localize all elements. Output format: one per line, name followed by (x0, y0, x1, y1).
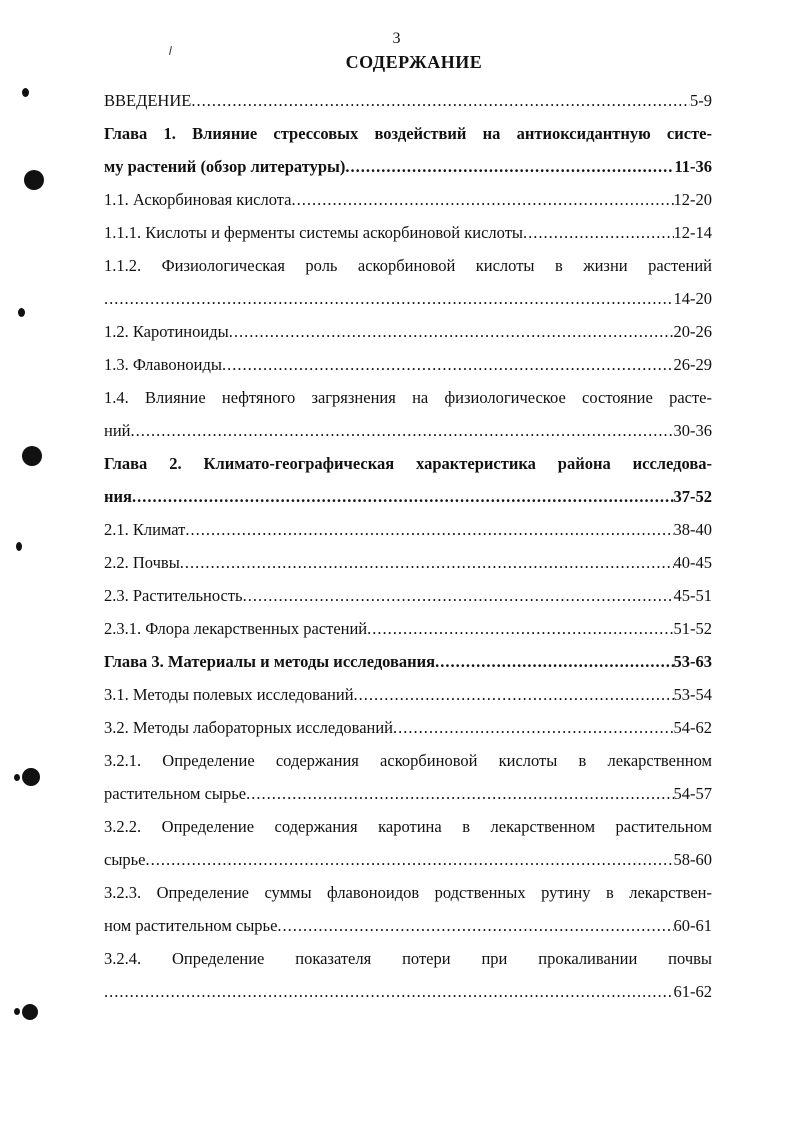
dot-leader (180, 546, 674, 579)
toc-page-range: 11-36 (674, 157, 712, 176)
toc-page-range: 26-29 (673, 355, 712, 374)
toc-entry-text: сырье (104, 850, 146, 869)
toc-line (104, 513, 712, 546)
toc-entry-text: му растений (обзор литературы) (104, 157, 346, 176)
toc-entry-text: 2.1. Климат (104, 520, 186, 539)
toc-entry-text: 1.3. Флавоноиды (104, 355, 222, 374)
toc-line: 1.1.2. Физиологическая роль аскорбиновой кислоты в жизни растений (104, 256, 712, 275)
binder-hole (24, 170, 44, 190)
binder-hole (22, 446, 42, 466)
scan-speck (14, 1008, 20, 1015)
dot-leader (146, 843, 674, 876)
toc-line (104, 975, 712, 1008)
toc-entry-text: растительном сырье (104, 784, 247, 803)
toc-entry-text: ний (104, 421, 131, 440)
toc-line (104, 546, 712, 579)
toc-entry-text: 3.1. Методы полевых исследований (104, 685, 354, 704)
dot-leader (393, 711, 673, 744)
scan-speck (22, 88, 29, 97)
toc-entry-text: ном растительном сырье (104, 916, 278, 935)
table-of-contents (104, 84, 712, 1008)
toc-page-range: 37-52 (673, 487, 712, 506)
toc-page-range: 53-54 (673, 685, 712, 704)
toc-line: 3.2.1. Определение содержания аскорбиновой кислоты в лекарственном (104, 751, 712, 770)
toc-line (104, 843, 712, 876)
scan-speck (18, 308, 25, 317)
scan-speck (14, 774, 20, 781)
toc-page-range: 20-26 (673, 322, 712, 341)
toc-page-range: 53-63 (673, 652, 712, 671)
dot-leader (291, 183, 673, 216)
toc-page-range: 12-20 (673, 190, 712, 209)
dot-leader (222, 348, 674, 381)
toc-line (104, 84, 712, 117)
toc-entry-text: 2.3. Растительность (104, 586, 243, 605)
toc-line: Глава 2. Климато-географическая характеристика района исследова- (104, 454, 712, 473)
toc-line (104, 414, 712, 447)
dot-leader (367, 612, 673, 645)
toc-line (104, 777, 712, 810)
toc-page-range: 54-57 (673, 784, 712, 803)
dot-leader (354, 678, 674, 711)
toc-page-range: 40-45 (673, 553, 712, 572)
toc-line (104, 678, 712, 711)
dot-leader (246, 777, 673, 810)
toc-line (104, 150, 712, 183)
toc-line (104, 612, 712, 645)
toc-line: 3.2.4. Определение показателя потери при прокаливании почвы (104, 949, 712, 968)
toc-entry-text: 3.2. Методы лабораторных исследований (104, 718, 394, 737)
toc-line (104, 348, 712, 381)
toc-entry-text: ния (104, 487, 132, 506)
dot-leader (104, 282, 674, 315)
toc-page-range: 38-40 (673, 520, 712, 539)
dot-leader (345, 150, 674, 183)
toc-page-range: 30-36 (673, 421, 712, 440)
dot-leader (435, 645, 673, 678)
toc-line (104, 909, 712, 942)
toc-entry-text: 2.3.1. Флора лекарственных растений (104, 619, 368, 638)
toc-entry-text: 1.2. Каротиноиды (104, 322, 229, 341)
toc-page-range: 51-52 (673, 619, 712, 638)
toc-line: Глава 1. Влияние стрессовых воздействий на антиоксидантную систе- (104, 124, 712, 143)
dot-leader (104, 975, 674, 1008)
binder-hole (22, 1004, 38, 1020)
toc-line: 3.2.2. Определение содержания каротина в лекарственном растительном (104, 817, 712, 836)
toc-line (104, 183, 712, 216)
dot-leader (277, 909, 673, 942)
toc-line (104, 645, 712, 678)
toc-entry-text: 1.1.1. Кислоты и ферменты системы аскорбиновой кислоты (104, 223, 523, 242)
toc-entry-text: ВВЕДЕНИЕ (104, 91, 192, 110)
dot-leader (132, 480, 674, 513)
dot-leader (243, 579, 674, 612)
toc-entry-text: Глава 3. Материалы и методы исследования (104, 652, 436, 671)
toc-line (104, 480, 712, 513)
scan-speck (16, 542, 22, 551)
toc-page-range: 58-60 (673, 850, 712, 869)
toc-entry-text: 2.2. Почвы (104, 553, 180, 572)
toc-line (104, 282, 712, 315)
dot-leader (131, 414, 674, 447)
binder-hole (22, 768, 40, 786)
toc-line (104, 216, 712, 249)
toc-page-range: 45-51 (673, 586, 712, 605)
toc-page-range: 60-61 (673, 916, 712, 935)
toc-page-range: 5-9 (690, 91, 712, 110)
dot-leader (229, 315, 674, 348)
toc-line: 1.4. Влияние нефтяного загрязнения на физиологическое состояние расте- (104, 388, 712, 407)
dot-leader (191, 84, 690, 117)
toc-page-range: 54-62 (673, 718, 712, 737)
page-title: СОДЕРЖАНИЕ (345, 52, 483, 72)
dot-leader (185, 513, 673, 546)
toc-line: 3.2.3. Определение суммы флавоноидов родственных рутину в лекарствен- (104, 883, 712, 902)
toc-line (104, 579, 712, 612)
toc-page-range: 12-14 (673, 223, 712, 242)
toc-line (104, 711, 712, 744)
toc-entry-text: 1.1. Аскорбиновая кислота (104, 190, 292, 209)
toc-line (104, 315, 712, 348)
toc-page-range: 14-20 (673, 289, 712, 308)
toc-page-range: 61-62 (673, 982, 712, 1001)
dot-leader (523, 216, 674, 249)
page-number: 3 (392, 30, 401, 47)
